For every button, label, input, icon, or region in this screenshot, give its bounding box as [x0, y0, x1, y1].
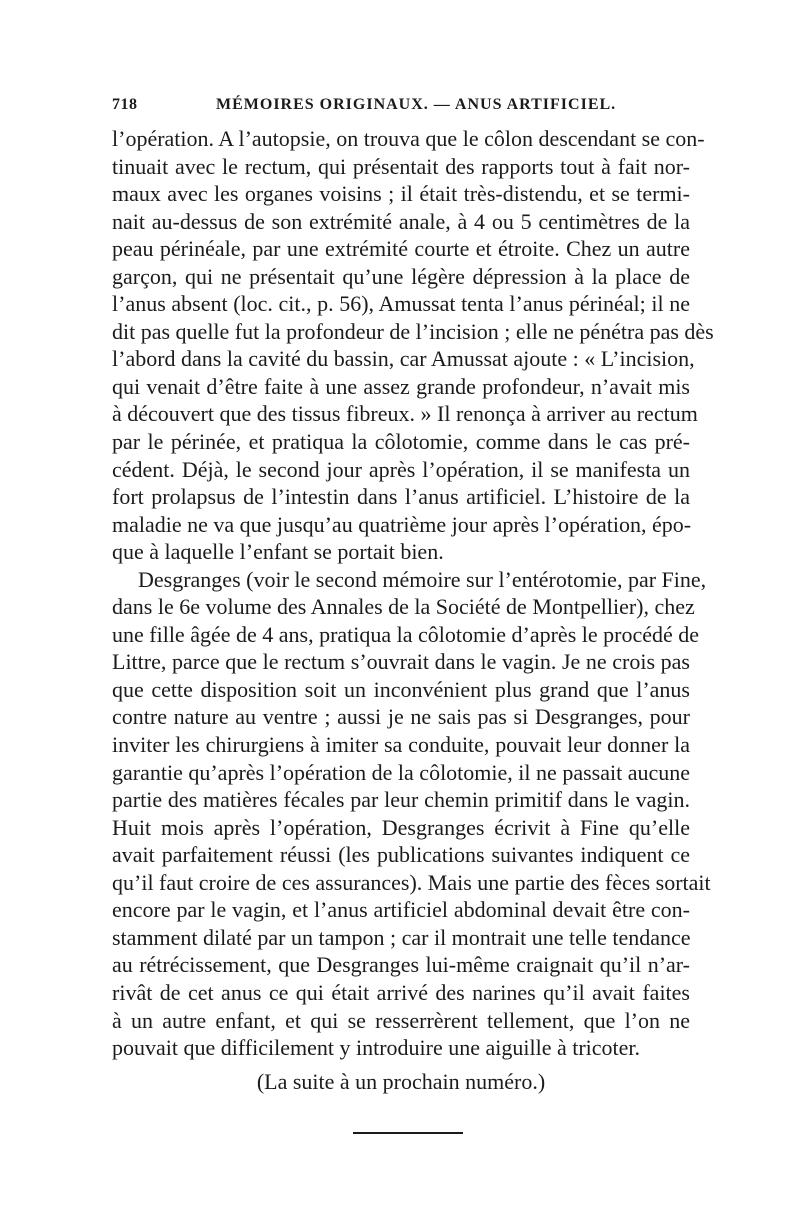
text-line: une fille âgée de 4 ans, pratiqua la côlotomie d’après le procédé de — [112, 621, 700, 647]
paragraph-2 — [112, 566, 711, 1062]
continuation-note: (La suite à un prochain numéro.) — [256, 1069, 546, 1094]
text-line: tinuait avec le rectum, qui présentait des rapports tout à fait nor- — [112, 153, 690, 179]
text-line: inviter les chirurgiens à imiter sa conduite, pouvait leur donner la — [112, 732, 690, 758]
text-line: l’opération. A l’autopsie, on trouva que le côlon descendant se con- — [112, 126, 705, 151]
body-text — [112, 125, 714, 1062]
text-line: Desgranges (voir le second mémoire sur l’entérotomie, par Fine, — [138, 566, 707, 592]
text-line: nait au-dessus de son extrémité anale, à 4 ou 5 centimètres de la — [112, 208, 690, 234]
text-line: contre nature au ventre ; aussi je ne sais pas si Desgranges, pour — [112, 704, 690, 730]
text-line: dans le 6e volume des Annales de la Société de Montpellier), chez — [112, 594, 695, 620]
text-line: avait parfaitement réussi (les publications suivantes indiquent ce — [112, 842, 690, 868]
closing-rule — [353, 1132, 463, 1134]
text-line: Littre, parce que le rectum s’ouvrait dans le vagin. Je ne crois pas — [112, 649, 690, 675]
text-line: cédent. Déjà, le second jour après l’opération, il se manifesta un — [112, 456, 690, 482]
text-line: fort prolapsus de l’intestin dans l’anus artificiel. L’histoire de la — [112, 484, 690, 510]
running-head — [112, 96, 690, 124]
text-line: Huit mois après l’opération, Desgranges écrivit à Fine qu’elle — [112, 814, 690, 840]
text-line: partie des matières fécales par leur chemin primitif dans le vagin. — [112, 787, 690, 813]
text-line: garçon, qui ne présentait qu’une légère dépression à la place de — [112, 263, 690, 289]
text-line: que à laquelle l’enfant se portait bien. — [112, 539, 444, 565]
running-head-title: MÉMOIRES ORIGINAUX. — ANUS ARTIFICIEL. — [216, 96, 617, 113]
text-line: qu’il faut croire de ces assurances). Mais une partie des fèces sortait — [112, 869, 711, 895]
text-line: dit pas quelle fut la profondeur de l’incision ; elle ne pénétra pas dès — [112, 318, 714, 344]
text-line: qui venait d’être faite à une assez grande profondeur, n’avait mis — [112, 373, 690, 399]
text-line: encore par le vagin, et l’anus artificiel abdominal devait être con- — [112, 897, 690, 923]
text-line: rivât de cet anus ce qui était arrivé des narines qu’il avait faites — [112, 979, 690, 1005]
text-line: peau périnéale, par une extrémité courte et étroite. Chez un autre — [112, 236, 690, 262]
page-number: 718 — [112, 96, 138, 113]
text-line: l’anus absent (loc. cit., p. 56), Amussat tenta l’anus périnéal; il ne — [112, 291, 690, 317]
text-line: pouvait que difficilement y introduire une aiguille à tricoter. — [112, 1035, 641, 1061]
text-line: stamment dilaté par un tampon ; car il montrait une telle tendance — [112, 924, 691, 950]
text-line: par le périnée, et pratiqua la côlotomie, comme dans le cas pré- — [112, 429, 690, 455]
text-line: à un autre enfant, et qui se resserrèrent tellement, que l’on ne — [112, 1007, 690, 1033]
text-line: l’abord dans la cavité du bassin, car Amussat ajoute : « L’incision, — [112, 346, 695, 372]
paragraph-1 — [112, 125, 714, 566]
text-line: maladie ne va que jusqu’au quatrième jour après l’opération, épo- — [112, 511, 692, 537]
text-line: garantie qu’après l’opération de la côlotomie, il ne passait aucune — [112, 759, 690, 785]
text-line: à découvert que des tissus fibreux. » Il renonça à arriver au rectum — [112, 401, 698, 427]
text-line: que cette disposition soit un inconvénient plus grand que l’anus — [112, 676, 690, 702]
text-line: maux avec les organes voisins ; il était très-distendu, et se termi- — [112, 181, 690, 207]
text-line: au rétrécissement, que Desgranges lui-même craignait qu’il n’ar- — [112, 952, 690, 978]
